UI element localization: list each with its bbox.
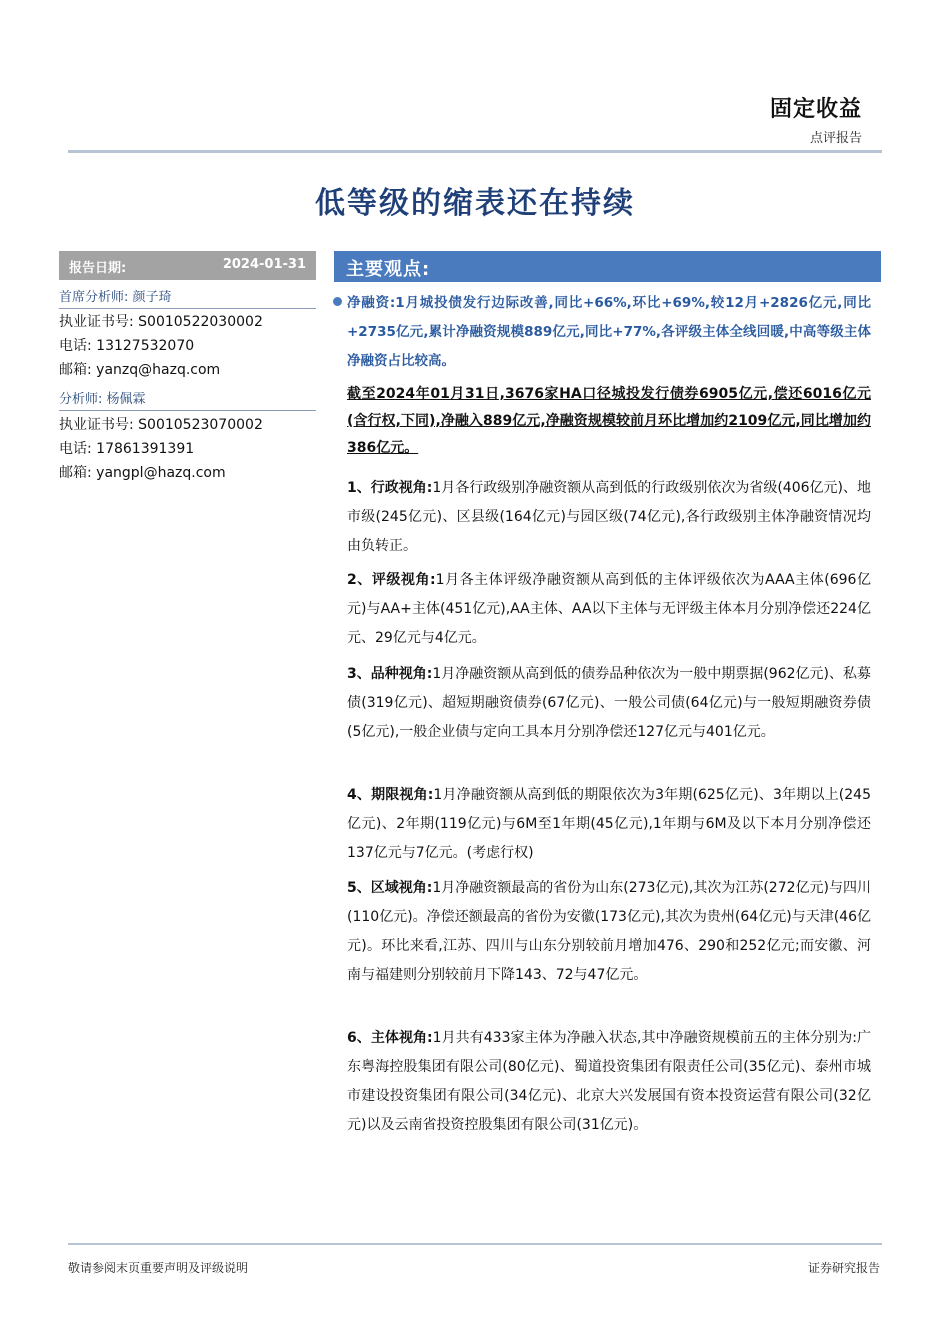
analyst-role: 分析师: <box>59 392 103 407</box>
main-points-label: 主要观点: <box>346 259 431 280</box>
report-subtype: 点评报告 <box>809 131 862 146</box>
section-paragraph <box>347 660 871 747</box>
summary-text: 截至2024年01月31日,3676家HA口径城投发行债券6905亿元,偿还6016亿元(含行权,下同),净融入889亿元,净融资规模较前月环比增加约2109亿元,同比增加约386亿元。 <box>347 386 871 456</box>
header-divider <box>68 150 882 153</box>
section-paragraph <box>347 1024 871 1140</box>
summary-paragraph <box>347 381 871 462</box>
section-text: 1月净融资额最高的省份为山东(273亿元),其次为江苏(272亿元)与四川(110亿元)。净偿还额最高的省份为安徽(173亿元),其次为贵州(64亿元)与天津(46亿元)。环比来看,江苏、四川与山东分别较前月增加476、290和252亿元;而安徽、河南与福建则分别较前月下降143、72与47亿元。 <box>347 880 871 983</box>
footer-disclaimer: 敬请参阅末页重要声明及评级说明 <box>68 1261 249 1275</box>
analyst-heading <box>59 388 316 411</box>
section-label: 4、期限视角: <box>347 787 434 803</box>
analyst-cert: 执业证书号: S0010522030002 <box>59 314 263 330</box>
section-paragraph <box>347 874 871 990</box>
analyst-name: 杨佩霖 <box>106 392 146 407</box>
section-text: 1月各行政级别净融资额从高到低的行政级别依次为省级(406亿元)、地市级(245亿元)、区县级(164亿元)与园区级(74亿元),各行政级别主体净融资情况均由负转正。 <box>347 480 871 554</box>
analyst-phone: 电话: 13127532070 <box>59 338 195 354</box>
section-label: 1、行政视角: <box>347 480 433 496</box>
analyst-phone: 电话: 17861391391 <box>59 441 195 457</box>
report-date-label: 报告日期: <box>69 261 127 276</box>
analyst-email[interactable]: 邮箱: yangpl@hazq.com <box>59 465 226 481</box>
bullet-icon <box>333 297 342 306</box>
report-date-bar <box>59 251 316 280</box>
section-paragraph <box>347 781 871 868</box>
section-label: 3、品种视角: <box>347 666 433 682</box>
section-label: 2、评级视角: <box>347 572 436 588</box>
section-label: 6、主体视角: <box>347 1030 433 1046</box>
footer-report-type: 证券研究报告 <box>807 1261 880 1275</box>
report-category: 固定收益 <box>769 97 862 122</box>
main-points-heading <box>334 251 881 282</box>
report-date-value: 2024-01-31 <box>222 257 306 272</box>
section-text: 1月各主体评级净融资额从高到低的主体评级依次为AAA主体(696亿元)与AA+主体(451亿元),AA主体、AA以下主体与无评级主体本月分别净偿还224亿元、29亿元与4亿元。 <box>347 572 871 646</box>
section-text: 1月净融资额从高到低的期限依次为3年期(625亿元)、3年期以上(245亿元)、2年期(119亿元)与6M至1年期(45亿元),1年期与6M及以下本月分别净偿还137亿元与7亿元。(考虑行权) <box>347 787 871 861</box>
section-paragraph <box>347 474 871 561</box>
section-label: 5、区域视角: <box>347 880 433 896</box>
section-text: 1月净融资额从高到低的债券品种依次为一般中期票据(962亿元)、私募债(319亿元)、超短期融资债券(67亿元)、一般公司债(64亿元)与一般短期融资券债(5亿元),一般企业债与定向工具本月分别净偿还127亿元与401亿元。 <box>347 666 871 740</box>
net-financing-bullet: 净融资:1月城投债发行边际改善,同比+66%,环比+69%,较12月+2826亿元,同比+2735亿元,累计净融资规模889亿元,同比+77%,各评级主体全线回暖,中高等级主体净融资占比较高。 <box>347 295 871 369</box>
section-text: 1月共有433家主体为净融入状态,其中净融资规模前五的主体分别为:广东粤海控股集团有限公司(80亿元)、蜀道投资集团有限责任公司(35亿元)、泰州市城市建设投资集团有限公司(34亿元)、北京大兴发展国有资本投资运营有限公司(32亿元)以及云南省投资控股集团有限公司(31亿元)。 <box>347 1030 872 1133</box>
page-title: 低等级的缩表还在持续 <box>315 186 635 221</box>
chief-analyst-heading <box>59 286 316 309</box>
analyst-name: 颜子琦 <box>132 290 172 305</box>
footer-divider <box>68 1243 882 1245</box>
section-paragraph <box>347 566 871 653</box>
analyst-email[interactable]: 邮箱: yanzq@hazq.com <box>59 362 221 378</box>
analyst-role: 首席分析师: <box>59 290 129 305</box>
analyst-cert: 执业证书号: S0010523070002 <box>59 417 263 433</box>
